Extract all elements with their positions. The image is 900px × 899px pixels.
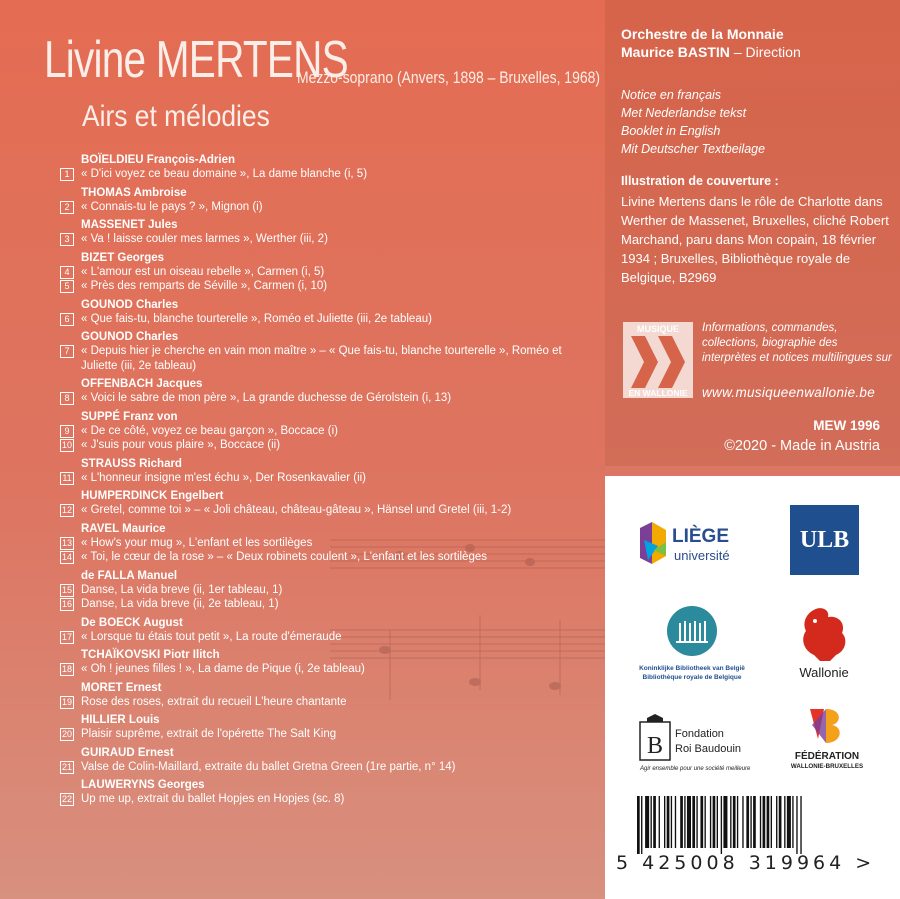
- track-title: Up me up, extrait du ballet Hopjes en Hopjes (sc. 8): [81, 793, 345, 805]
- barcode-bar: [680, 796, 683, 848]
- barcode-bar: [651, 796, 652, 848]
- track-number: 11: [60, 472, 74, 485]
- track-number: 21: [61, 761, 72, 772]
- barcode-bar: [760, 796, 761, 848]
- track-item: [60, 344, 600, 373]
- track-number: 22: [61, 794, 72, 804]
- composer-name: GOUNOD Charles: [81, 298, 179, 311]
- track-number: 2: [60, 201, 74, 214]
- barcode-bar: [800, 796, 801, 854]
- track-title: « J'suis pour vous plaire », Boccace (ii): [81, 439, 281, 451]
- barcode-bar: [705, 796, 706, 848]
- kbr-nl-text: Koninklijke Bibliotheek van België: [639, 665, 745, 672]
- barcode-bar: [753, 796, 756, 848]
- track-title: « Toi, le cœur de la rose » – « Deux robinets coulent », L'enfant et les sortilèges: [81, 551, 487, 563]
- track-item: [60, 438, 600, 453]
- barcode-bar: [750, 796, 751, 848]
- track-number: 12: [61, 505, 72, 515]
- track-title: « Lorsque tu étais tout petit », La route d'émeraude: [81, 630, 342, 643]
- track-number: 1: [60, 168, 74, 181]
- track-item: [60, 792, 600, 807]
- composer-name: THOMAS Ambroise: [81, 186, 187, 199]
- barcode-bar: [796, 796, 797, 854]
- composer-name: de FALLA Manuel: [81, 569, 178, 582]
- track-number: 18: [61, 664, 72, 674]
- track-title: « L'amour est un oiseau rebelle », Carmen (i, 5): [81, 265, 325, 278]
- track-number: 13: [61, 537, 72, 548]
- track-title: « Connais-tu le pays ? », Mignon (i): [81, 200, 263, 213]
- track-item: [60, 167, 600, 182]
- frb-line1: Fondation: [675, 728, 724, 740]
- composer-name: BIZET Georges: [81, 251, 165, 264]
- composer-name: RAVEL Maurice: [81, 522, 166, 535]
- universite-text: université: [674, 548, 730, 563]
- barcode-bar: [730, 796, 731, 848]
- barcode-bar: [667, 796, 670, 848]
- barcode-bar: [717, 796, 718, 848]
- track-item: [60, 583, 600, 598]
- barcode-bar: [746, 796, 749, 848]
- barcode-bar: [713, 796, 716, 848]
- language-item: Met Nederlandse tekst: [621, 106, 747, 120]
- track-list: [60, 153, 600, 807]
- fondation-roi-baudouin-logo: [635, 712, 765, 774]
- language-item: Booklet in English: [621, 124, 721, 138]
- wallonie-text: Wallonie: [799, 665, 849, 680]
- barcode-bar: [687, 796, 691, 848]
- barcode-bar: [776, 796, 777, 848]
- composer-name: SUPPÉ Franz von: [81, 410, 178, 423]
- barcode-bar: [767, 796, 770, 848]
- track-item: [60, 760, 600, 775]
- barcode-bar: [771, 796, 772, 848]
- track-title: « Oh ! jeunes filles ! », La dame de Pique (i, 2e tableau): [81, 663, 365, 675]
- orchestra-name: Orchestre de la Monnaie: [621, 26, 784, 42]
- barcode-bar: [779, 796, 782, 848]
- track-item: [60, 279, 600, 294]
- track-item: [60, 424, 600, 439]
- track-title: « How's your mug », L'enfant et les sortilèges: [81, 536, 313, 549]
- composer-name: De BOECK August: [81, 616, 183, 629]
- svg-text:B: B: [646, 733, 664, 759]
- composer-name: OFFENBACH Jacques: [81, 378, 203, 390]
- barcode: [637, 796, 863, 854]
- barcode-bar: [787, 796, 791, 848]
- barcode-bar: [792, 796, 793, 848]
- track-number: 19: [61, 696, 72, 707]
- track-item: [60, 391, 600, 406]
- track-number: 17: [61, 631, 72, 642]
- musique-en-wallonie-logo: [623, 322, 693, 398]
- track-title: « Depuis hier je cherche en vain mon maître » – « Que fais-tu, blanche tourterelle », Roméo et Juliette (iii, 2e tableau): [81, 345, 562, 372]
- frb-line2: Roi Baudouin: [675, 743, 742, 755]
- language-list: [621, 86, 765, 158]
- composer-name: TCHAÏKOVSKI Piotr Ilitch: [81, 649, 220, 661]
- illustration-text: Livine Mertens dans le rôle de Charlotte dans Werther de Massenet, Bruxelles, cliché Robert Marchand, paru dans Mon copain, 18 février 1934 ; Bruxelles, Bibliothèque royale de Belgique, B2969: [621, 194, 889, 285]
- track-number: 7: [60, 345, 74, 358]
- track-item: [60, 662, 600, 677]
- barcode-bar: [733, 796, 736, 848]
- track-item: [60, 727, 600, 742]
- logo-bottom-text: EN WALLONIE: [628, 388, 688, 398]
- track-item: [60, 695, 600, 710]
- barcode-bar: [641, 796, 642, 854]
- frb-tagline: Agir ensemble pour une société meilleure: [640, 766, 751, 772]
- track-item: [60, 312, 600, 327]
- track-item: [60, 503, 600, 518]
- language-item: Mit Deutscher Textbeilage: [621, 142, 766, 156]
- barcode-bar: [653, 796, 656, 848]
- language-item: Notice en français: [621, 88, 722, 102]
- orchestra-credit: [621, 25, 801, 61]
- track-number: 10: [61, 440, 72, 450]
- track-number: 9: [60, 425, 74, 438]
- track-item: [60, 471, 600, 486]
- kbr-logo: [630, 605, 755, 685]
- barcode-bar: [671, 796, 672, 848]
- conductor-name: Maurice BASTIN: [621, 44, 730, 60]
- conductor-role: – Direction: [733, 44, 801, 60]
- barcode-bar: [700, 796, 703, 848]
- barcode-bar: [692, 796, 695, 848]
- composer-name: HILLIER Louis: [81, 714, 160, 726]
- composer-name: LAUWERYNS Georges: [81, 779, 205, 791]
- logo-top-text: MUSIQUE: [636, 324, 680, 334]
- composer-name: GOUNOD Charles: [81, 331, 179, 343]
- track-item: [60, 597, 600, 612]
- wallonie-logo: [790, 603, 860, 683]
- track-item: [60, 536, 600, 551]
- barcode-bar: [710, 796, 711, 848]
- barcode-bar: [723, 796, 727, 848]
- track-item: [60, 550, 600, 565]
- track-number: 16: [61, 599, 72, 609]
- composer-name: GUIRAUD Ernest: [81, 746, 174, 759]
- barcode-bar: [763, 796, 766, 848]
- barcode-arrow: >: [855, 852, 876, 874]
- track-item: [60, 200, 600, 215]
- liege-text: LIÈGE: [672, 526, 730, 547]
- barcode-bar: [784, 796, 785, 848]
- composer-name: MASSENET Jules: [81, 219, 178, 231]
- track-number: 4: [60, 266, 74, 279]
- track-title: « D'ici voyez ce beau domaine », La dame blanche (i, 5): [81, 168, 368, 180]
- federation-wallonie-bruxelles-logo: [790, 705, 865, 773]
- illustration-title: Illustration de couverture :: [621, 174, 779, 188]
- track-title: Rose des roses, extrait du recueil L'heure chantante: [81, 695, 347, 708]
- composer-name: HUMPERDINCK Engelbert: [81, 490, 224, 502]
- track-title: Plaisir suprême, extrait de l'opérette The Salt King: [81, 728, 337, 740]
- barcode-bar: [664, 796, 665, 848]
- track-title: Danse, La vida breve (ii, 2e tableau, 1): [81, 598, 279, 610]
- track-number: 15: [61, 584, 72, 595]
- barcode-bar: [645, 796, 649, 848]
- track-title: « De ce côté, voyez ce beau garçon », Boccace (i): [81, 424, 338, 437]
- track-title: « Près des remparts de Séville », Carmen (i, 10): [81, 280, 328, 292]
- barcode-bar: [696, 796, 697, 848]
- barcode-bar: [675, 796, 676, 848]
- label-url[interactable]: www.musiqueenwallonie.be: [702, 385, 876, 400]
- track-number: 5: [60, 280, 74, 293]
- barcode-bar: [659, 796, 660, 848]
- artist-first-name: Livine: [44, 31, 146, 89]
- track-title: « Gretel, comme toi » – « Joli château, château-gâteau », Hänsel und Gretel (iii, 1-2): [81, 504, 512, 516]
- track-title: Danse, La vida breve (ii, 1er tableau, 1): [81, 583, 283, 596]
- track-number: 20: [61, 729, 72, 739]
- track-title: Valse de Colin-Maillard, extraite du ballet Gretna Green (1re partie, n° 14): [81, 760, 456, 773]
- ulb-logo: [790, 505, 859, 575]
- track-number: 6: [60, 313, 74, 326]
- track-title: « Voici le sabre de mon père », La grande duchesse de Gérolstein (i, 13): [81, 392, 452, 404]
- credits-panel: [605, 0, 900, 466]
- barcode-bar: [737, 796, 738, 848]
- track-item: [60, 232, 600, 247]
- kbr-fr-text: Bibliothèque royale de Belgique: [642, 674, 742, 681]
- fwb-line1: FÉDÉRATION: [794, 751, 860, 762]
- composer-name: MORET Ernest: [81, 681, 162, 694]
- barcode-number: 5 425008 319964: [616, 852, 846, 874]
- ulb-text: ULB: [799, 527, 850, 553]
- artist-subtitle: Mezzo-soprano (Anvers, 1898 – Bruxelles, 1968): [297, 68, 600, 87]
- track-item: [60, 630, 600, 645]
- track-title: « Que fais-tu, blanche tourterelle », Roméo et Juliette (iii, 2e tableau): [81, 312, 432, 325]
- label-info: Informations, commandes, collections, biographie des interprètes et notices multilingues sur: [702, 322, 892, 364]
- barcode-digits: [616, 852, 875, 874]
- artist-last-name: MERTENS: [155, 31, 348, 89]
- composer-name: BOÏELDIEU François-Adrien: [81, 154, 235, 166]
- copyright: ©2020 - Made in Austria: [724, 438, 880, 454]
- barcode-bar: [637, 796, 640, 854]
- album-title: Airs et mélodies: [82, 100, 270, 133]
- track-number: 14: [61, 552, 72, 562]
- fwb-line2: WALLONIE-BRUXELLES: [790, 763, 864, 770]
- track-number: 8: [60, 392, 74, 405]
- track-item: [60, 265, 600, 280]
- barcode-bar: [684, 796, 685, 848]
- track-title: « Va ! laisse couler mes larmes », Werther (iii, 2): [81, 233, 328, 245]
- catalog-number: MEW 1996: [813, 418, 880, 433]
- barcode-bar: [742, 796, 743, 848]
- track-title: « L'honneur insigne m'est échu », Der Rosenkavalier (ii): [81, 471, 367, 484]
- track-number: 3: [60, 233, 74, 246]
- barcode-bar: [721, 796, 722, 854]
- composer-name: STRAUSS Richard: [81, 457, 182, 470]
- liege-university-logo: [640, 520, 755, 568]
